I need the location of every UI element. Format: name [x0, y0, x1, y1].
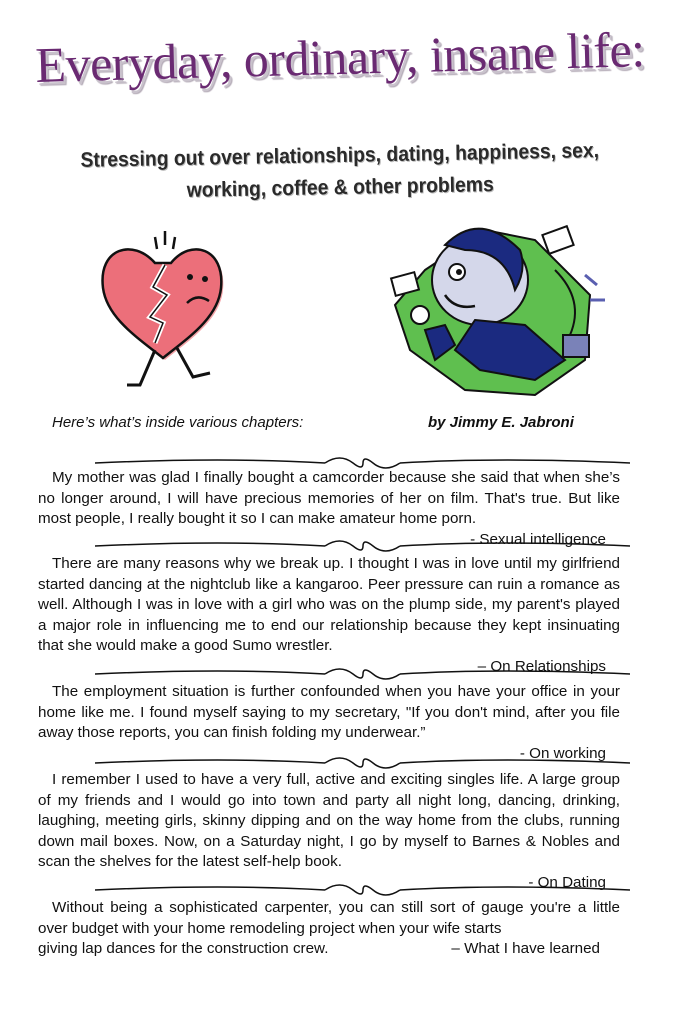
excerpt-source: - On working — [519, 744, 606, 762]
excerpt-text-end: giving lap dances for the construction crew. — [38, 940, 329, 957]
subtitle — [64, 135, 617, 209]
ornament-divider — [95, 666, 630, 682]
excerpt-text: I remember I used to have a very full, active and exciting singles life. A large group of my friends and I would go into town and party all night long, dancing, drinking, laughing, meeting girls, skinny dipping and on the way home from the clubs, running down mail boxes. Now, on a Saturday night, I go by myself to Barnes & Nobles and scan the shelves for the latest self-help book. — [38, 771, 620, 870]
subtitle-line-2: working, coffee & other problems — [186, 173, 494, 202]
excerpt-source: - On Dating — [528, 873, 606, 891]
excerpt-text: There are many reasons why we break up. I thought I was in love until my girlfriend started dancing at the nightclub like a kangaroo. Peer pressure can ruin a romance as well. Although I was in love with a girl who was on the plump side, my parent's played a major role in influencing me to end our relationship because they kept insinuating that she would make a good Sumo wrestler. — [38, 555, 620, 654]
excerpt-working — [38, 682, 620, 764]
excerpt-text: My mother was glad I finally bought a camcorder because she said that when she’s no longer around, I will have precious memories of her on film. That's true. But like most people, I really bought it so I can make amateur home porn. — [38, 469, 620, 527]
ornament-divider — [95, 755, 630, 771]
excerpt-text: Without being a sophisticated carpenter, you can still sort of gauge you're a little over budget with your home remodeling project when your wife starts — [38, 899, 620, 937]
excerpt-last-line — [38, 939, 620, 960]
excerpt-dating — [38, 770, 620, 893]
excerpt-text: The employment situation is further confounded when you have your office in your home like me. I found myself saying to my secretary, "If you don't mind, after you file away those reports, you can finish folding my underwear.” — [38, 683, 620, 741]
excerpt-source: – What I have learned — [451, 940, 600, 957]
excerpt-source: – On Relationships — [477, 657, 606, 675]
stressed-man-icon — [385, 210, 615, 400]
ornament-divider — [95, 882, 630, 898]
author-byline: by Jimmy E. Jabroni — [428, 414, 574, 431]
intro-text: Here’s what’s inside various chapters: — [52, 414, 304, 431]
excerpt-source: - Sexual intelligence — [470, 530, 606, 548]
page-title: Everyday, ordinary, insane life: — [34, 21, 646, 93]
excerpt-relationships — [38, 554, 620, 677]
excerpt-learned — [38, 898, 620, 960]
subtitle-line-1: Stressing out over relationships, dating, happiness, sex, — [80, 139, 600, 172]
ornament-divider — [95, 538, 630, 554]
broken-heart-icon — [95, 225, 235, 400]
